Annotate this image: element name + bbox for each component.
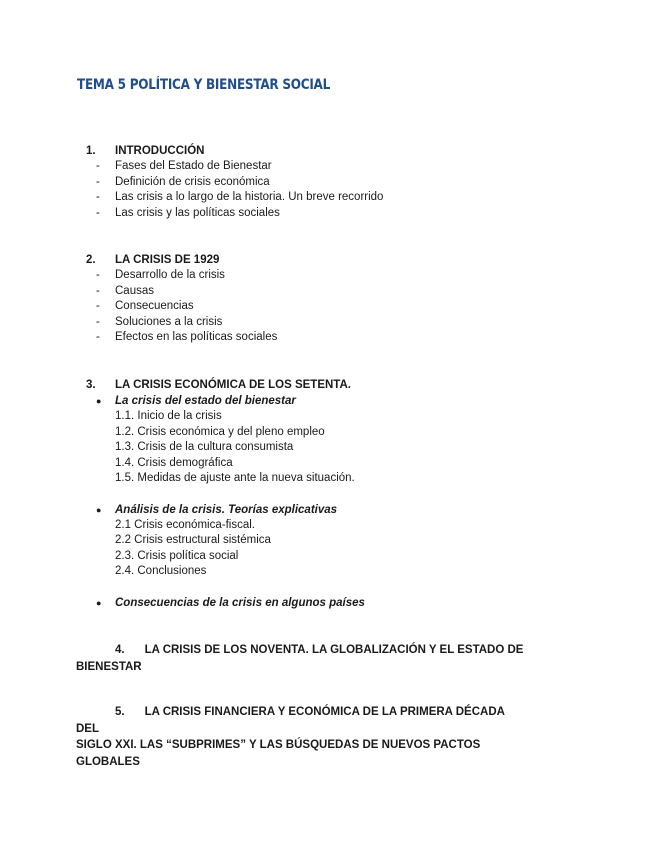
sub-item: 1.1. Inicio de la crisis [115,410,222,422]
sub-item: 2.2 Crisis estructural sistémica [115,534,271,546]
bullet-icon: ● [96,597,102,608]
section-title-continued: GLOBALES [76,755,140,768]
sub-item: 1.2. Crisis económica y del pleno empleo [115,425,325,438]
bullet-heading: ● Consecuencias de la crisis en algunos países [96,596,365,609]
section-title-continued: SIGLO XXI. LAS “SUBPRIMES” Y LAS BÚSQUEDAS DE NUEVOS PACTOS [76,739,481,751]
section-heading [0,642,526,675]
sub-item: 1.5. Medidas de ajuste ante la nueva situación. [115,472,355,484]
list-item: - Fases del Estado de Bienestar [96,160,272,172]
section-number: 1. [86,145,96,157]
section-title: LA CRISIS FINANCIERA Y ECONÓMICA DE LA PRIMERA DÉCADA DEL [76,706,505,735]
section-heading [0,704,526,770]
section-number: 4. [115,644,125,656]
sub-item: 1.3. Crisis de la cultura consumista [115,441,294,453]
list-item: - Soluciones a la crisis [96,315,223,328]
section-2 [0,252,655,346]
section-title: LA CRISIS ECONÓMICA DE LOS SETENTA. [115,379,351,391]
document-title: TEMA 5 POLÍTICA Y BIENESTAR SOCIAL [77,77,331,93]
section-number: 3. [86,379,96,391]
section-heading [0,252,655,268]
list-item: - Consecuencias [96,300,194,312]
section-5 [0,704,655,770]
list-item: - Las crisis y las políticas sociales [96,206,280,219]
list-item: - Definición de crisis económica [96,175,270,188]
section-title: INTRODUCCIÓN [115,145,205,157]
section-title: LA CRISIS DE 1929 [115,254,220,266]
section-heading [0,377,655,393]
section-title: LA CRISIS DE LOS NOVENTA. LA GLOBALIZACIÓN Y EL ESTADO DE [144,644,524,656]
section-number: 2. [86,254,96,266]
bullet-icon: ● [96,504,102,515]
bullet-heading: ● Análisis de la crisis. Teorías explicativas [96,503,338,516]
section-3 [0,377,655,611]
section-4 [0,642,655,675]
section-1 [0,143,655,221]
list-item: - Causas [96,284,154,297]
sub-item: 2.1 Crisis económica-fiscal. [115,518,255,531]
sub-item: 1.4. Crisis demográfica [115,456,233,469]
section-heading [0,143,655,159]
sub-item: 2.3. Crisis política social [115,549,239,562]
bullet-heading: ● La crisis del estado del bienestar [96,395,296,407]
list-item: - Desarrollo de la crisis [96,269,225,281]
bullet-icon: ● [96,396,102,406]
sub-item: 2.4. Conclusiones [115,565,207,577]
section-number: 5. [115,706,125,718]
section-title-continued: BIENESTAR [76,660,142,673]
list-item: - Efectos en las políticas sociales [96,331,278,343]
list-item: - Las crisis a lo largo de la historia. Un breve recorrido [96,191,384,203]
